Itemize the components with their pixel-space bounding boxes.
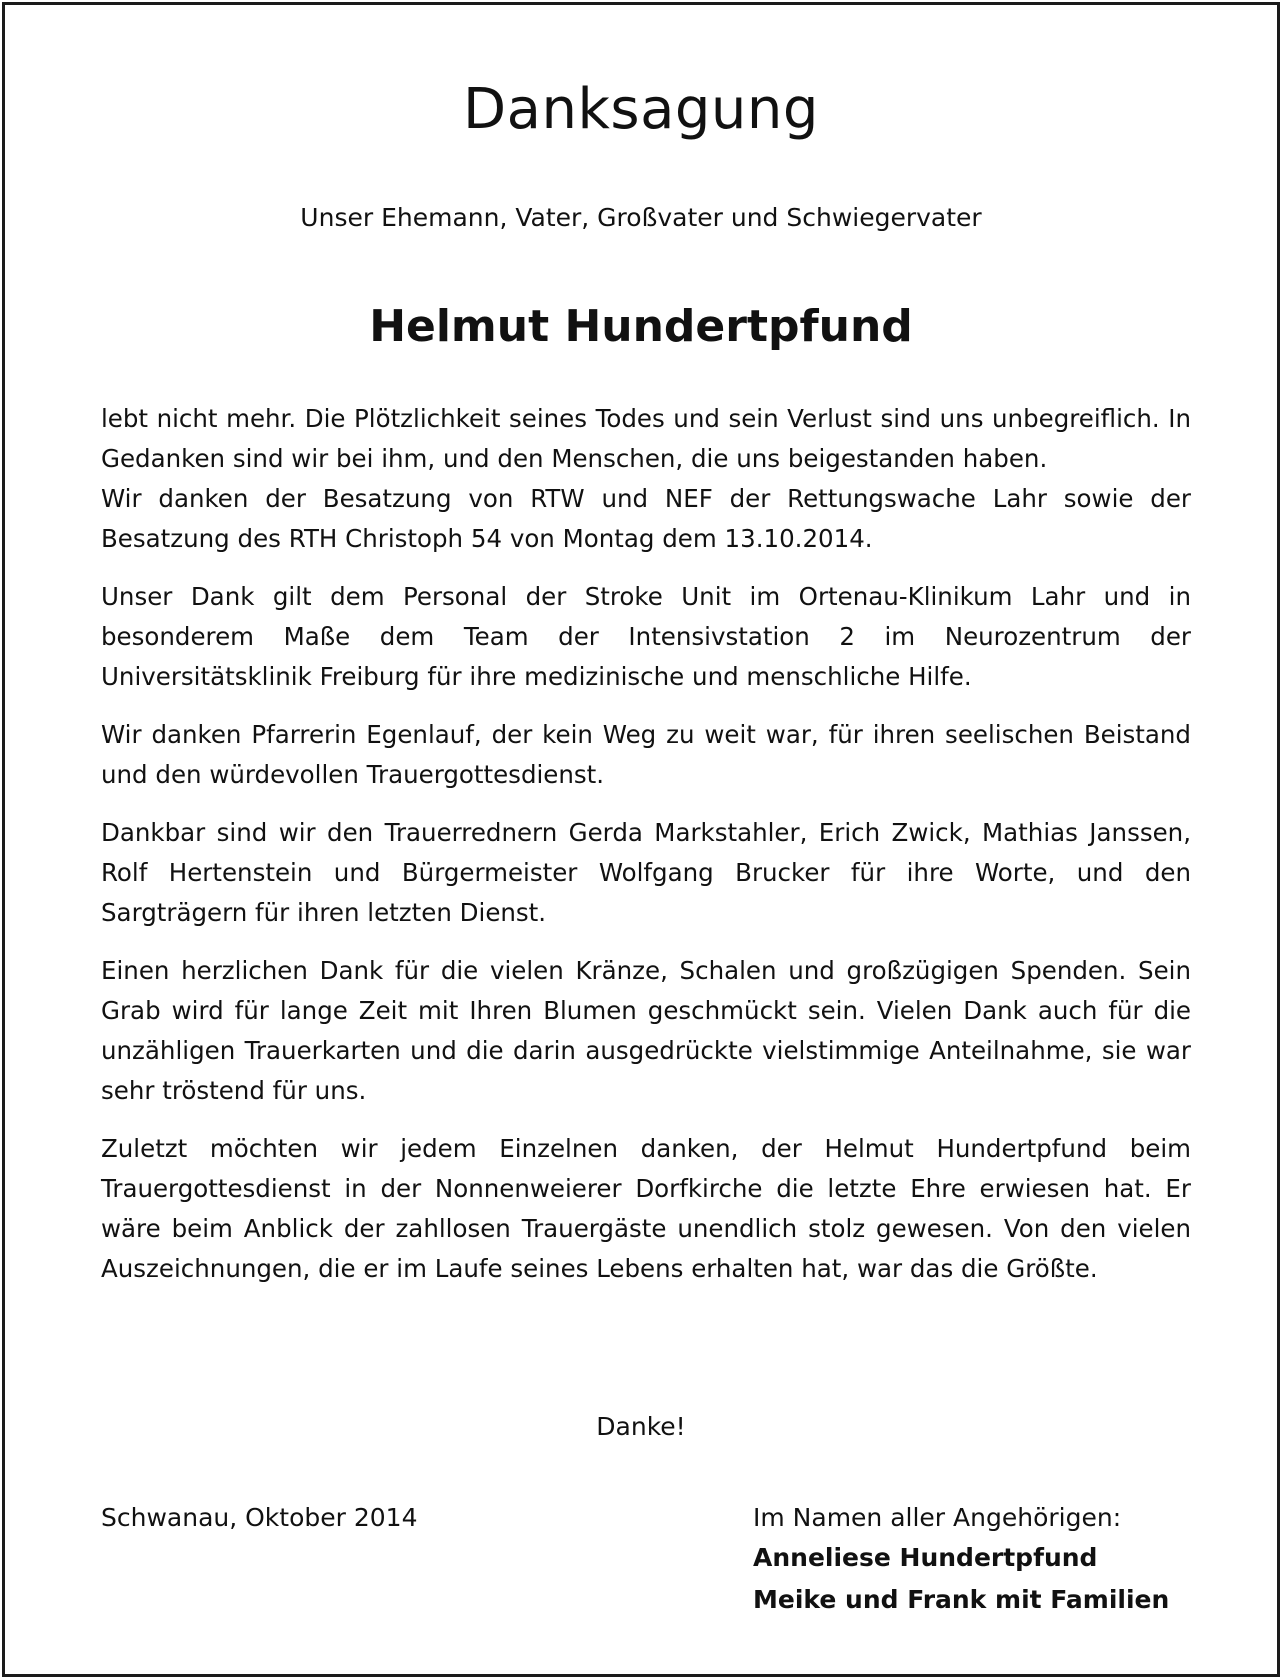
paragraph-hospital-thanks: Unser Dank gilt dem Personal der Stroke Unit im Ortenau-Klinikum Lahr und in besonderem Maße dem Team der Intensivstation 2 im Neurozentrum der Universitätsklinik Freiburg für ihre medizinische und menschliche Hilfe. xyxy=(101,582,1191,691)
paragraph-final-thanks: Zuletzt möchten wir jedem Einzelnen danken, der Helmut Hundertpfund beim Trauergottesdienst in der Nonnenweierer Dorfkirche die letzte Ehre erwiesen hat. Er wäre beim Anblick der zahllosen Trauergäste unendlich stolz gewesen. Von den vielen Auszeichnungen, die er im Laufe seines Lebens erhalten hat, war das die Größte. xyxy=(101,1134,1191,1283)
place-date: Schwanau, Oktober 2014 xyxy=(101,1503,418,1532)
paragraph-speakers-thanks: Dankbar sind wir den Trauerrednern Gerda Markstahler, Erich Zwick, Mathias Janssen, Rolf Hertenstein und Bürgermeister Wolfgang Brucker für ihre Worte, und den Sargträgern für ihren letzten Dienst. xyxy=(101,818,1191,927)
notice-frame xyxy=(2,2,1280,1677)
paragraph-rescue-thanks: Wir danken der Besatzung von RTW und NEF der Rettungswache Lahr sowie der Besatzung des RTH Christoph 54 von Montag dem 13.10.2014. xyxy=(101,484,1191,553)
notice-subheading: Unser Ehemann, Vater, Großvater und Schwiegervater xyxy=(300,203,982,232)
paragraph-intro: lebt nicht mehr. Die Plötzlichkeit seines Todes und sein Verlust sind uns unbegreiflich. In Gedanken sind wir bei ihm, und den Menschen, die uns beigestanden haben. xyxy=(101,404,1191,473)
signature-name-1: Anneliese Hundertpfund xyxy=(753,1543,1098,1572)
signature-intro: Im Namen aller Angehörigen: xyxy=(753,1503,1122,1532)
notice-body xyxy=(101,399,1191,1307)
deceased-name: Helmut Hundertpfund xyxy=(369,301,913,352)
paragraph-pastor-thanks: Wir danken Pfarrerin Egenlauf, der kein Weg zu weit war, für ihren seelischen Beistand und den würdevollen Trauergottesdienst. xyxy=(101,720,1191,789)
paragraph-donations-thanks: Einen herzlichen Dank für die vielen Kränze, Schalen und großzügigen Spenden. Sein Grab wird für lange Zeit mit Ihren Blumen geschmückt sein. Vielen Dank auch für die unzähligen Trauerkarten und die darin ausgedrückte vielstimmige Anteilnahme, sie war sehr tröstend für uns. xyxy=(101,956,1191,1105)
signature-block xyxy=(753,1503,1169,1621)
signature-name-2: Meike und Frank mit Familien xyxy=(753,1585,1170,1614)
closing-thanks: Danke! xyxy=(596,1412,686,1441)
notice-heading: Danksagung xyxy=(463,77,819,142)
